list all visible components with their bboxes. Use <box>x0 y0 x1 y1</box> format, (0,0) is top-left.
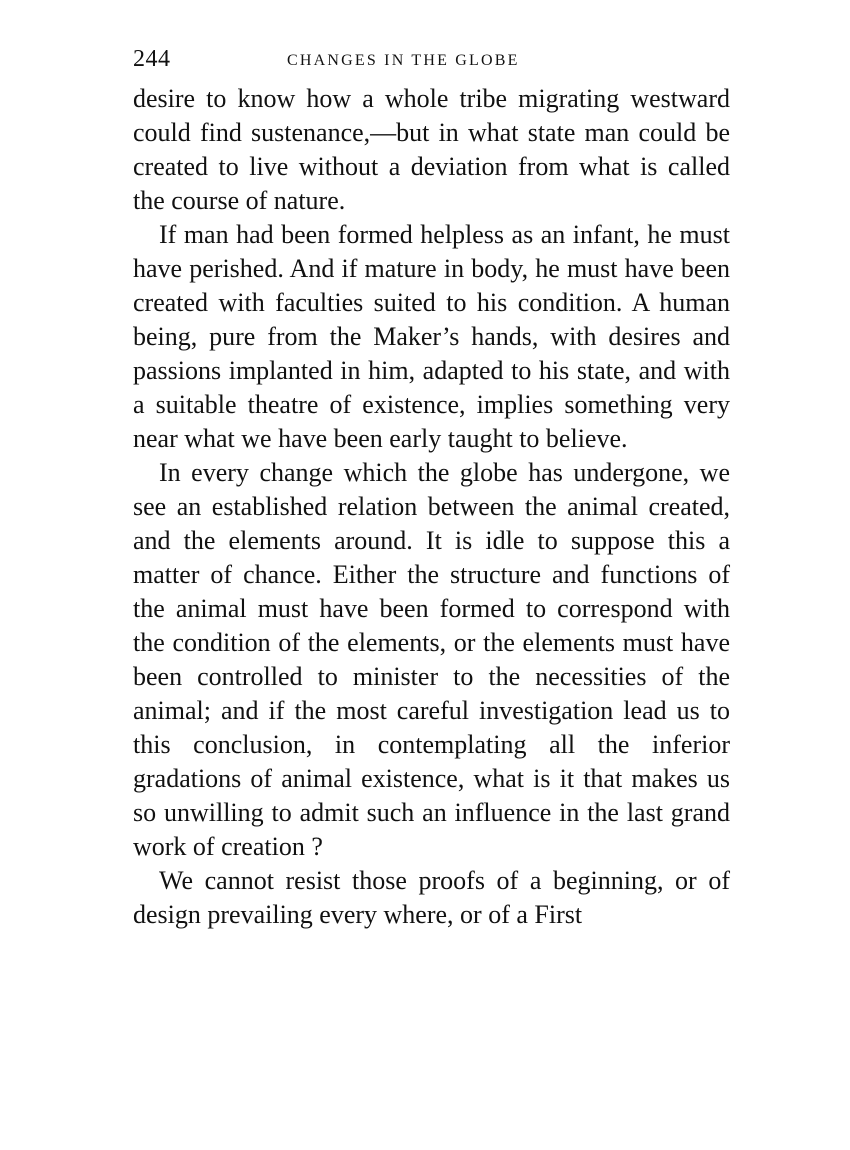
paragraph-proofs-of-beginning: We cannot resist those proofs of a beginning, or of design prevailing every where, or of a First <box>133 866 730 929</box>
paragraph-continued: desire to know how a whole tribe migrating westward could find sustenance,—but in what state man could be created to live without a deviation from what is called the course of nature. <box>133 84 730 215</box>
paragraph-changes-in-globe: In every change which the globe has undergone, we see an established relation between the animal created, and the elements around. It is idle to suppose this a matter of chance. Either the structure and functions of the animal must have been formed to correspond with the condition of the elements, or the elements must have been controlled to minister to the necessities of the animal; and if the most careful investigation lead us to this conclusion, in contemplating all the inferior gradations of animal existence, what is it that makes us so unwilling to admit such an influence in the last grand work of creation ? <box>133 458 730 861</box>
page-number: 244 <box>133 46 171 72</box>
body-text <box>133 82 730 932</box>
running-title: CHANGES IN THE GLOBE <box>287 52 520 69</box>
paragraph-creation-of-man: If man had been formed helpless as an infant, he must have perished. And if mature in body, he must have been created with faculties suited to his condition. A human being, pure from the Maker’s hands, with desires and passions implanted in him, adapted to his state, and with a suitable theatre of existence, implies something very near what we have been early taught to believe. <box>133 220 730 453</box>
running-head <box>133 44 733 84</box>
